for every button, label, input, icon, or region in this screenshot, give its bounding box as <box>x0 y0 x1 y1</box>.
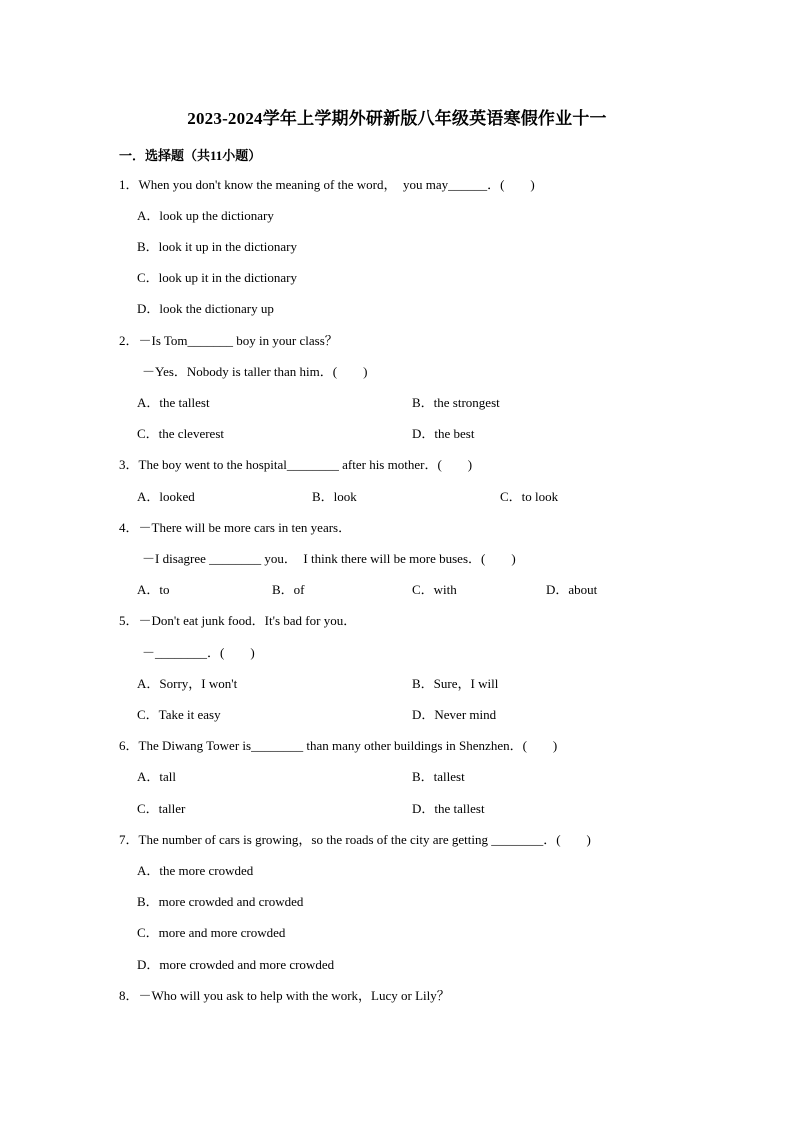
question-stem-reply: －I disagree ________ you． I think there will be more buses．( ) <box>142 551 516 566</box>
option-c: C．to look <box>500 489 559 504</box>
option-d: D．Never mind <box>412 707 497 722</box>
option-b: B．more crowded and crowded <box>137 894 304 909</box>
option-d: D．more crowded and more crowded <box>137 957 335 972</box>
question-stem: 1．When you don't know the meaning of the word， you may______．( ) <box>119 177 535 192</box>
option-d: D．the best <box>412 426 475 441</box>
question-stem-reply: －________．( ) <box>142 645 255 660</box>
option-c: C．taller <box>137 801 186 816</box>
question-stem: 2．－Is Tom_______ boy in your class？ <box>119 333 338 348</box>
option-b: B．look <box>312 489 357 504</box>
question-stem-reply: －Yes．Nobody is taller than him．( ) <box>142 364 368 379</box>
section-heading: 一．选择题（共11小题） <box>119 148 262 163</box>
option-b: B．Sure，I will <box>412 676 499 691</box>
option-b: B．of <box>272 582 305 597</box>
option-d: D．the tallest <box>412 801 485 816</box>
option-a: A．look up the dictionary <box>137 208 274 223</box>
option-a: A．Sorry，I won't <box>137 676 238 691</box>
option-d: D．look the dictionary up <box>137 301 274 316</box>
question-stem: 8．－Who will you ask to help with the work，Lucy or Lily？ <box>119 988 450 1003</box>
question-stem: 3．The boy went to the hospital________ after his mother．( ) <box>119 457 473 472</box>
option-c: C．the cleverest <box>137 426 224 441</box>
option-b: B．look it up in the dictionary <box>137 239 297 254</box>
option-c: C．with <box>412 582 457 597</box>
question-stem: 4．－There will be more cars in ten years． <box>119 520 352 535</box>
option-a: A．to <box>137 582 170 597</box>
option-c: C．look up it in the dictionary <box>137 270 297 285</box>
question-stem: 6．The Diwang Tower is________ than many other buildings in Shenzhen．( ) <box>119 738 558 753</box>
option-a: A．looked <box>137 489 195 504</box>
question-stem: 5．－Don't eat junk food．It's bad for you． <box>119 613 357 628</box>
option-a: A．the more crowded <box>137 863 254 878</box>
option-c: C．more and more crowded <box>137 925 286 940</box>
option-d: D．about <box>546 582 598 597</box>
option-b: B．the strongest <box>412 395 500 410</box>
option-c: C．Take it easy <box>137 707 221 722</box>
page-title: 2023-2024学年上学期外研新版八年级英语寒假作业十一 <box>187 109 607 128</box>
option-a: A．the tallest <box>137 395 210 410</box>
question-stem: 7．The number of cars is growing，so the roads of the city are getting ________．( ) <box>119 832 591 847</box>
option-b: B．tallest <box>412 769 465 784</box>
option-a: A．tall <box>137 769 176 784</box>
